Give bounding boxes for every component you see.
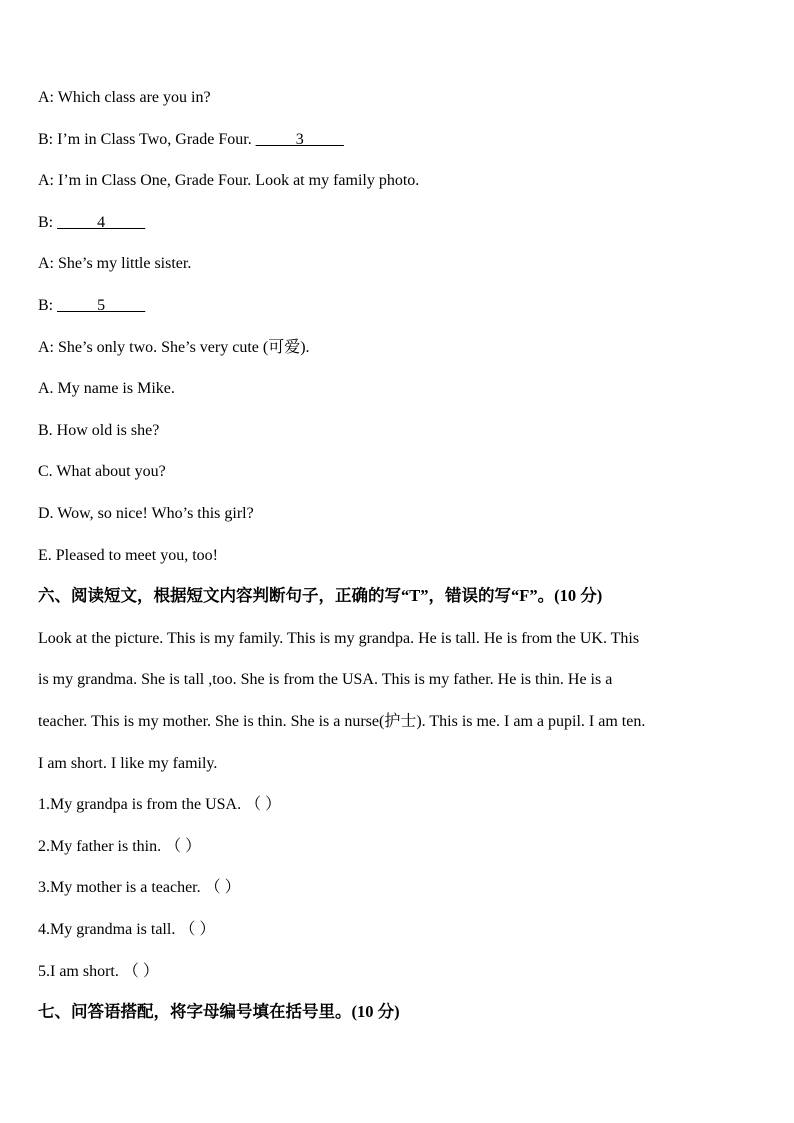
passage-line-4: I am short. I like my family. [38, 755, 218, 772]
option-d: D. Wow, so nice! Who’s this girl? [38, 505, 254, 522]
question-4 [38, 920, 215, 940]
answer-parentheses[interactable]: （ ） [245, 796, 282, 813]
section-7-heading: 七、问答语搭配，将字母编号填在括号里。(10 分) [38, 1002, 400, 1021]
dialogue-text: B: [38, 214, 58, 231]
dialogue-line-4 [38, 213, 145, 233]
answer-blank-4: _____4_____ [57, 214, 146, 231]
answer-parentheses[interactable]: （ ） [179, 921, 216, 938]
option-c: C. What about you? [38, 463, 166, 480]
answer-parentheses[interactable]: （ ） [122, 963, 159, 980]
passage-line-1: Look at the picture. This is my family. This is my grandpa. He is tall. He is from the UK. This [38, 630, 640, 647]
dialogue-line-1: A: Which class are you in? [38, 89, 211, 106]
question-5 [38, 962, 159, 982]
answer-blank-3: _____3_____ [255, 131, 344, 148]
answer-parentheses[interactable]: （ ） [165, 838, 202, 855]
option-e: E. Pleased to meet you, too! [38, 547, 218, 564]
dialogue-text: B: I’m in Class Two, Grade Four. [38, 131, 256, 148]
dialogue-text: B: [38, 297, 58, 314]
passage-line-3: teacher. This is my mother. She is thin. She is a nurse(护士). This is me. I am a pupil. I am ten. [38, 713, 646, 730]
answer-blank-5: _____5_____ [57, 297, 146, 314]
question-1 [38, 795, 281, 815]
question-text: 2.My father is thin. [38, 838, 162, 855]
dialogue-line-3: A: I’m in Class One, Grade Four. Look at my family photo. [38, 172, 420, 189]
question-text: 5.I am short. [38, 963, 119, 980]
answer-parentheses[interactable]: （ ） [204, 879, 241, 896]
option-b: B. How old is she? [38, 422, 160, 439]
question-text: 4.My grandma is tall. [38, 921, 176, 938]
dialogue-line-5: A: She’s my little sister. [38, 255, 192, 272]
question-2 [38, 837, 201, 857]
question-text: 3.My mother is a teacher. [38, 879, 201, 896]
dialogue-line-2 [38, 130, 344, 150]
question-3 [38, 878, 241, 898]
section-6-heading: 六、阅读短文，根据短文内容判断句子，正确的写“T”，错误的写“F”。(10 分) [38, 586, 603, 605]
dialogue-line-6 [38, 296, 145, 316]
question-text: 1.My grandpa is from the USA. [38, 796, 242, 813]
option-a: A. My name is Mike. [38, 380, 175, 397]
passage-line-2: is my grandma. She is tall ,too. She is from the USA. This is my father. He is thin. He is a [38, 671, 613, 688]
dialogue-line-7: A: She’s only two. She’s very cute (可爱). [38, 339, 310, 356]
